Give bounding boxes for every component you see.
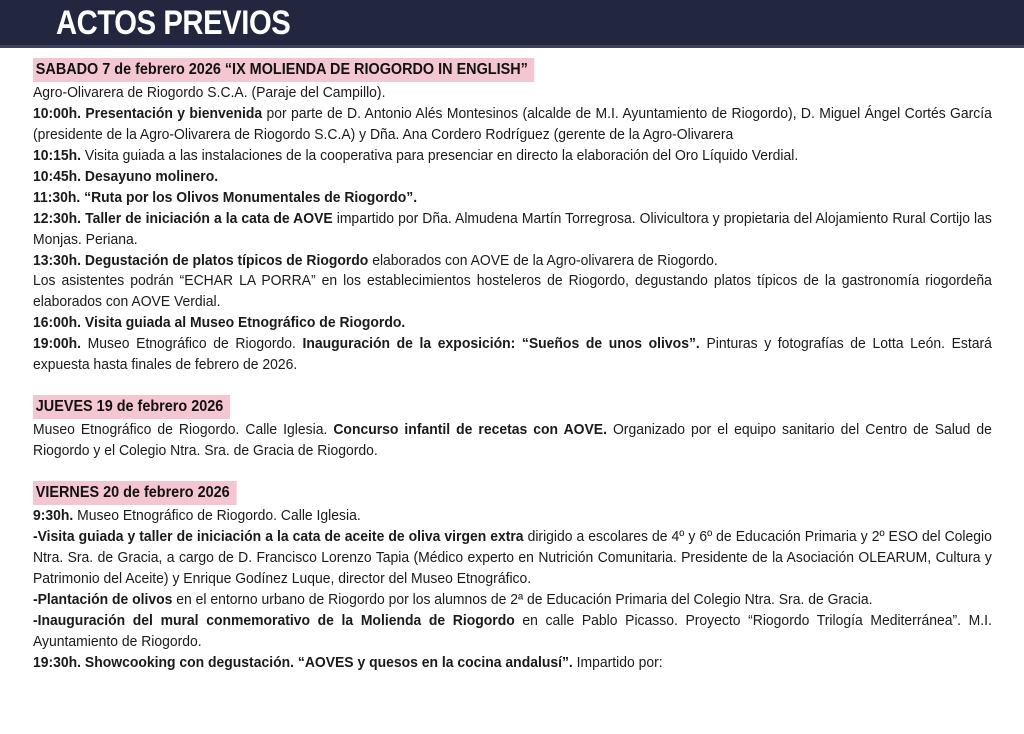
paragraph-1330h [33,251,992,272]
paragraph-1130h [33,188,992,209]
text-run: Organizado por el equipo sanitario del Centro de Salud de Riogordo y el Colegio Ntra. Sra. de Gracia de Riogordo. [33,422,992,460]
text-run: 16:00h. Visita guiada al Museo Etnográfico de Riogordo. [33,315,406,332]
text-run: 9:30h. [33,508,74,524]
text-run: Impartido por: [572,654,663,671]
page-header-band [0,0,1024,45]
section-viernes-20-febrero [33,481,992,674]
paragraph-inauguracion-mural [33,611,992,653]
text-run: 13:30h. Degustación de platos típicos de Riogordo [33,252,369,269]
text-run: -Inauguración del mural conmemorativo de la Molienda de Riogordo [33,612,515,629]
paragraph-1230h [33,209,992,251]
paragraph-1045h [33,167,992,188]
text-run: 19:30h. Showcooking con degustación. “AOVES y quesos en la cocina andalusí”. [33,654,573,671]
text-run: en calle Pablo Picasso. Proyecto “Riogordo Trilogía Mediterránea”. M.I. Ayuntamiento de Riogordo. [33,612,992,650]
paragraph-visita-guiada-taller [33,527,992,590]
paragraph-1015h [33,146,992,167]
text-run: impartido por Dña. Almudena Martín Torregrosa. Olivicultora y propietaria del Alojamiento Rural Cortijo las Monjas. Periana. [33,210,992,248]
paragraph-1930h [33,653,992,674]
paragraph-1000h [33,104,992,146]
text-run: Los asistentes podrán “ECHAR LA PORRA” en los establecimientos hosteleros de Riogordo, degustando platos típicos de la gastronomía riogordeña elaborados con AOVE Verdial. [33,273,992,311]
text-run: Concurso infantil de recetas con AOVE. [333,422,607,439]
paragraph-concurso-infantil [33,420,992,462]
text-run: dirigido a escolares de 4º y 6º de Educación Primaria y 2º ESO del Colegio Ntra. Sra. de Gracia, a cargo de D. Francisco Lorenzo Tapia (Médico experto en Nutrición Comunitaria. Presidente de la Asociación OLEARUM, Cultura y Patrimonio del Aceite) y Enrique Godínez Luque, director del Museo Etnográfico. [33,528,992,587]
text-run: 10:45h. Desayuno molinero. [33,168,219,185]
date-heading-jueves-19-febrero: JUEVES 19 de febrero 2026 [33,395,230,419]
paragraph-echar-la-porra [33,271,992,313]
text-run: 19:00h. [33,336,82,353]
section-jueves-19-febrero [33,395,992,462]
page-title: ACTOS PREVIOS [56,3,291,42]
text-run: 10:00h. Presentación y bienvenida [33,105,263,122]
text-run: elaborados con AOVE de la Agro-olivarera de Riogordo. [368,252,718,269]
text-run: Visita guiada a las instalaciones de la cooperativa para presenciar en directo la elaboración del Oro Líquido Verdial. [81,147,799,164]
text-run: en el entorno urbano de Riogordo por los alumnos de 2ª de Educación Primaria del Colegio Ntra. Sra. de Gracia. [172,591,873,608]
text-run: por parte de D. Antonio Alés Montesinos (alcalde de M.I. Ayuntamiento de Riogordo), D. Miguel Ángel Cortés García (presidente de la Agro-Olivarera de Riogordo S.C.A) y Dña. Ana Cordero Rodríguez (gerente de la Agro-Olivarera [33,105,992,143]
document-body [0,48,1024,674]
text-run: Museo Etnográfico de Riogordo. Calle Iglesia. [33,422,334,439]
paragraph-venue [33,83,992,104]
text-run: 10:15h. [33,147,82,164]
date-heading-viernes-20-febrero: VIERNES 20 de febrero 2026 [33,481,236,505]
text-run: 11:30h. “Ruta por los Olivos Monumentales de Riogordo”. [33,189,418,206]
paragraph-930h [33,506,992,527]
date-heading-sabado-7-febrero: SABADO 7 de febrero 2026 “IX MOLIENDA DE RIOGORDO IN ENGLISH” [33,58,534,82]
text-run: Museo Etnográfico de Riogordo. [81,336,303,353]
paragraph-plantacion-olivos [33,590,992,611]
paragraph-1600h [33,313,992,334]
text-run: -Visita guiada y taller de iniciación a la cata de aceite de oliva virgen extra [33,528,524,545]
section-sabado-7-febrero [33,58,992,376]
text-run: Inauguración de la exposición: “Sueños de unos olivos”. [302,336,700,353]
text-run: Agro-Olivarera de Riogordo S.C.A. (Paraje del Campillo). [33,85,386,101]
text-run: Pinturas y fotografías de Lotta León. Estará expuesta hasta finales de febrero de 2026. [33,336,992,374]
text-run: -Plantación de olivos [33,591,173,608]
text-run: 12:30h. Taller de iniciación a la cata de AOVE [33,210,333,227]
paragraph-1900h [33,334,992,376]
text-run: Museo Etnográfico de Riogordo. Calle Iglesia. [73,508,361,524]
